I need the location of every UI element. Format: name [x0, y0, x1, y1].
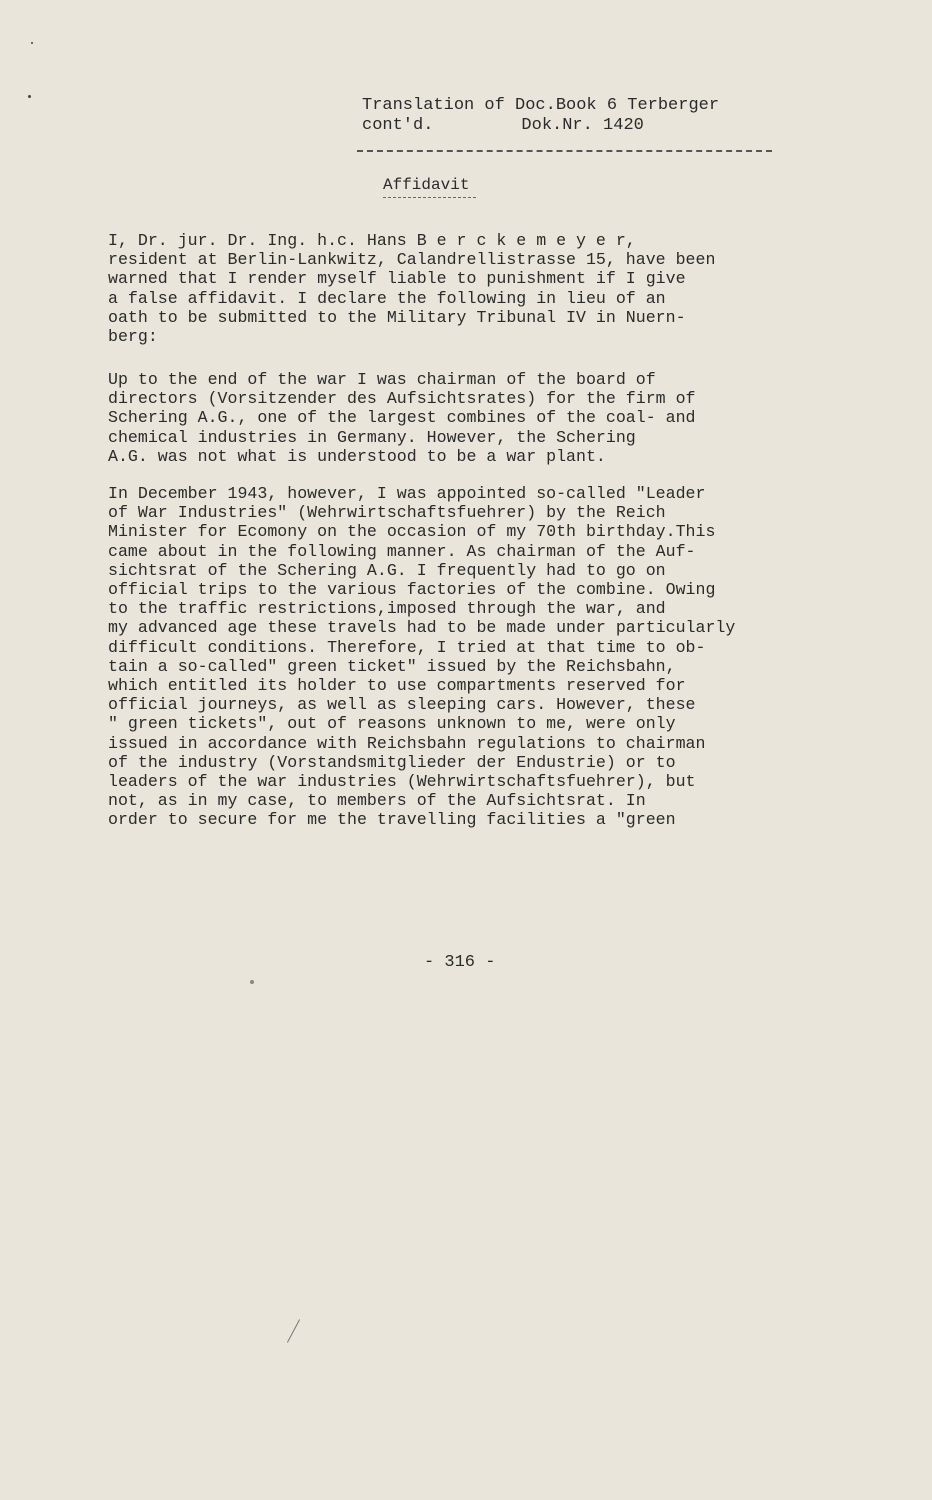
page-number: - 316 - — [424, 953, 496, 972]
header-subline — [362, 116, 719, 136]
scratch-mark — [287, 1319, 300, 1342]
header-doc-number: Dok.Nr. 1420 — [521, 116, 644, 135]
document-header — [362, 96, 719, 136]
paragraph-appointment: In December 1943, however, I was appointed so-called "Leader of War Industries" (Wehrwirtschaftsfuehrer) by the Reich Minister for Ecomony on the occasion of my 70th birthday.This came about in the following manner. As chairman of the Auf- sichtsrat of the Schering A.G. I frequently had to go on official trips to the various factories of the combine. Owing to the traffic restrictions,imposed through the war, and my advanced age these travels had to be made under particularly difficult conditions. Therefore, I tried at that time to ob- tain a so-called" green ticket" issued by the Reichsbahn, which entitled its holder to use compartments reserved for official journeys, as well as sleeping cars. However, these " green tickets", out of reasons unknown to me, were only issued in accordance with Reichsbahn regulations to chairman of the industry (Vorstandsmitglieder der Endustrie) or to leaders of the war industries (Wehrwirtschaftsfuehrer), but not, as in my case, to members of the Aufsichtsrat. In order to secure for me the travelling facilities a "green — [108, 484, 736, 830]
speck-mark — [28, 95, 31, 98]
paragraph-chairman: Up to the end of the war I was chairman of the board of directors (Vorsitzender des Aufsichtsrates) for the firm of Schering A.G., one of the largest combines of the coal- and chemical industries in Germany. However, the Schering A.G. was not what is understood to be a war plant. — [108, 370, 696, 466]
header-title: Translation of Doc.Book 6 Terberger — [362, 96, 720, 115]
document-title: Affidavit — [383, 176, 470, 194]
header-contd: cont'd. — [362, 116, 434, 135]
speck-mark — [31, 42, 33, 44]
speck-mark — [250, 980, 254, 984]
header-divider — [357, 150, 772, 152]
paragraph-declaration: I, Dr. jur. Dr. Ing. h.c. Hans B e r c k e m e y e r, resident at Berlin-Lankwitz, Calandrellistrasse 15, have been warned that I render myself liable to punishment if I give a false affidavit. I declare the following in lieu of an oath to be submitted to the Military Tribunal IV in Nuern- berg: — [108, 231, 716, 347]
title-underline — [383, 197, 476, 198]
